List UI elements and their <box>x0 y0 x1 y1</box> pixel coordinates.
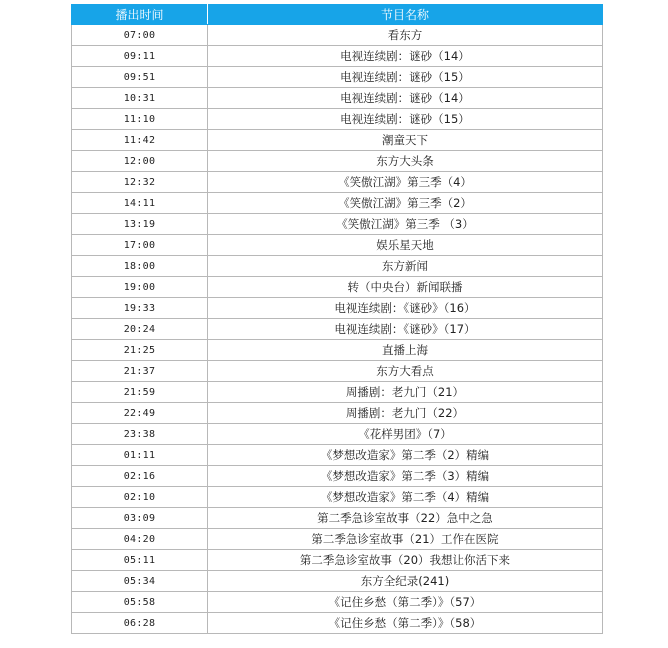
program-name-cell: 电视连续剧：谜砂（14） <box>208 46 603 67</box>
table-row <box>72 235 603 256</box>
program-name-cell: 直播上海 <box>208 340 603 361</box>
broadcast-time-cell: 03:09 <box>72 508 208 529</box>
table-row <box>72 319 603 340</box>
program-name-cell: 东方大头条 <box>208 151 603 172</box>
broadcast-time-cell: 21:37 <box>72 361 208 382</box>
table-row <box>72 298 603 319</box>
program-name-cell: 第二季急诊室故事（20）我想让你活下来 <box>208 550 603 571</box>
table-row <box>72 277 603 298</box>
program-name-cell: 电视连续剧：谜砂（15） <box>208 109 603 130</box>
broadcast-time-cell: 18:00 <box>72 256 208 277</box>
table-row <box>72 172 603 193</box>
broadcast-time-cell: 21:25 <box>72 340 208 361</box>
table-row <box>72 151 603 172</box>
broadcast-time-cell: 07:00 <box>72 25 208 46</box>
table-row <box>72 382 603 403</box>
broadcast-time-cell: 05:34 <box>72 571 208 592</box>
broadcast-time-cell: 02:10 <box>72 487 208 508</box>
broadcast-time-cell: 11:42 <box>72 130 208 151</box>
table-row <box>72 445 603 466</box>
table-row <box>72 67 603 88</box>
program-name-cell: 《记住乡愁（第二季）》（57） <box>208 592 603 613</box>
table-row <box>72 214 603 235</box>
broadcast-time-cell: 14:11 <box>72 193 208 214</box>
program-name-cell: 《梦想改造家》第二季（4）精编 <box>208 487 603 508</box>
program-schedule-table <box>71 4 603 634</box>
broadcast-time-cell: 01:11 <box>72 445 208 466</box>
table-row <box>72 424 603 445</box>
program-name-cell: 《记住乡愁（第二季）》（58） <box>208 613 603 634</box>
table-row <box>72 46 603 67</box>
broadcast-time-cell: 12:32 <box>72 172 208 193</box>
program-name-cell: 看东方 <box>208 25 603 46</box>
program-name-cell: 东方大看点 <box>208 361 603 382</box>
broadcast-time-cell: 11:10 <box>72 109 208 130</box>
program-name-cell: 《梦想改造家》第二季（2）精编 <box>208 445 603 466</box>
broadcast-time-cell: 05:11 <box>72 550 208 571</box>
program-name-cell: 电视连续剧：谜砂（14） <box>208 88 603 109</box>
broadcast-time-cell: 09:51 <box>72 67 208 88</box>
broadcast-time-cell: 09:11 <box>72 46 208 67</box>
broadcast-time-cell: 20:24 <box>72 319 208 340</box>
program-name-cell: 《笑傲江湖》第三季（2） <box>208 193 603 214</box>
header-program-name: 节目名称 <box>208 5 603 25</box>
program-name-cell: 第二季急诊室故事（21）工作在医院 <box>208 529 603 550</box>
table-body <box>72 25 603 634</box>
program-name-cell: 第二季急诊室故事（22）急中之急 <box>208 508 603 529</box>
table-row <box>72 571 603 592</box>
broadcast-time-cell: 22:49 <box>72 403 208 424</box>
table-row <box>72 466 603 487</box>
table-row <box>72 613 603 634</box>
program-name-cell: 《笑傲江湖》第三季 （3） <box>208 214 603 235</box>
table-row <box>72 550 603 571</box>
program-name-cell: 《梦想改造家》第二季（3）精编 <box>208 466 603 487</box>
table-row <box>72 193 603 214</box>
table-row <box>72 130 603 151</box>
broadcast-time-cell: 19:00 <box>72 277 208 298</box>
broadcast-time-cell: 19:33 <box>72 298 208 319</box>
program-name-cell: 东方全纪录(241) <box>208 571 603 592</box>
broadcast-time-cell: 13:19 <box>72 214 208 235</box>
broadcast-time-cell: 02:16 <box>72 466 208 487</box>
program-name-cell: 潮童天下 <box>208 130 603 151</box>
table-row <box>72 361 603 382</box>
program-name-cell: 电视连续剧：《谜砂》（17） <box>208 319 603 340</box>
table-header-row <box>72 5 603 25</box>
broadcast-time-cell: 05:58 <box>72 592 208 613</box>
broadcast-time-cell: 21:59 <box>72 382 208 403</box>
table-row <box>72 256 603 277</box>
table-row <box>72 592 603 613</box>
table-row <box>72 25 603 46</box>
program-name-cell: 周播剧：老九门（22） <box>208 403 603 424</box>
program-name-cell: 《花样男团》（7） <box>208 424 603 445</box>
program-name-cell: 电视连续剧：《谜砂》（16） <box>208 298 603 319</box>
table-row <box>72 403 603 424</box>
program-name-cell: 电视连续剧：谜砂（15） <box>208 67 603 88</box>
program-name-cell: 转（中央台）新闻联播 <box>208 277 603 298</box>
program-name-cell: 东方新闻 <box>208 256 603 277</box>
broadcast-time-cell: 04:20 <box>72 529 208 550</box>
broadcast-time-cell: 23:38 <box>72 424 208 445</box>
table-row <box>72 340 603 361</box>
table-row <box>72 508 603 529</box>
table-row <box>72 487 603 508</box>
table-row <box>72 88 603 109</box>
table-row <box>72 109 603 130</box>
broadcast-time-cell: 06:28 <box>72 613 208 634</box>
header-broadcast-time: 播出时间 <box>72 5 208 25</box>
broadcast-time-cell: 12:00 <box>72 151 208 172</box>
broadcast-time-cell: 10:31 <box>72 88 208 109</box>
program-name-cell: 《笑傲江湖》第三季（4） <box>208 172 603 193</box>
table-row <box>72 529 603 550</box>
program-name-cell: 周播剧：老九门（21） <box>208 382 603 403</box>
broadcast-time-cell: 17:00 <box>72 235 208 256</box>
program-name-cell: 娱乐星天地 <box>208 235 603 256</box>
